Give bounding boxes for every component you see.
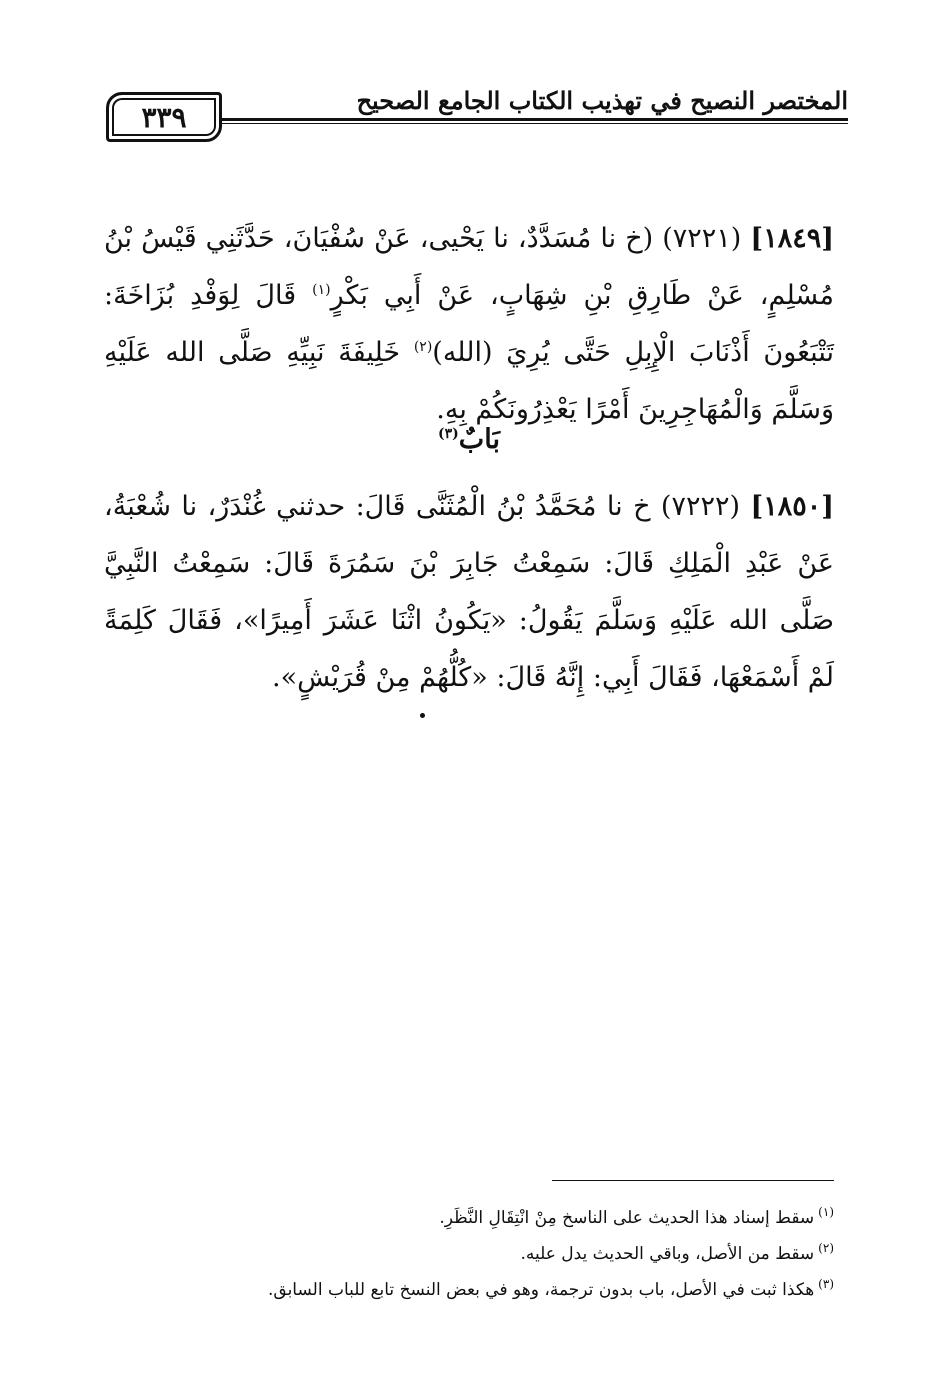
section-heading bbox=[0, 424, 938, 455]
footnote-number: (٢) bbox=[818, 1241, 834, 1256]
header-rule bbox=[212, 118, 848, 124]
page-mark-dot bbox=[420, 713, 425, 718]
footnote-number: (٣) bbox=[818, 1277, 834, 1292]
hadith-text-end: خَلِيفَةَ نَبِيِّهِ صَلَّى الله عَلَيْهِ وَسَلَّمَ وَالْمُهَاجِرِينَ أَمْرًا يَعْذِرُونَكُمْ بِهِ. bbox=[104, 337, 834, 425]
footnote-ref-2: (٢) bbox=[413, 339, 433, 355]
footnote-text: هكذا ثبت في الأصل، باب بدون ترجمة، وهو في بعض النسخ تابع للباب السابق. bbox=[267, 1280, 815, 1300]
footnote-separator bbox=[552, 1180, 834, 1181]
footnotes bbox=[104, 1200, 834, 1308]
footnote-2 bbox=[104, 1236, 834, 1272]
footnote-text: سقط إسناد هذا الحديث على الناسخ مِنْ انْتِقَالِ النَّظَرِ. bbox=[439, 1208, 815, 1228]
hadith-text-continued: قَالَ لِوَفْدِ بُزَاخَةَ: تَتْبَعُونَ أَذْنَابَ الْإِبِلِ حَتَّى يُرِيَ (الله) bbox=[104, 280, 834, 368]
footnote-text: سقط من الأصل، وباقي الحديث يدل عليه. bbox=[520, 1244, 815, 1264]
hadith-number: [١٨٥٠] bbox=[750, 491, 835, 522]
hadith-text: (٧٢٢٢) خ نا مُحَمَّدُ بْنُ الْمُثَنَّى قَالَ: حدثني غُنْدَرٌ، نا شُعْبَةُ، عَنْ عَبْدِ الْمَلِكِ قَالَ: سَمِعْتُ جَابِرَ بْنَ سَمُرَةَ قَالَ: سَمِعْتُ النَّبِيَّ صَلَّى الله عَلَيْهِ وَسَلَّمَ يَقُولُ: «يَكُونُ اثْنَا عَشَرَ أَمِيرًا»، فَقَالَ كَلِمَةً لَمْ أَسْمَعْهَا، فَقَالَ أَبِي: إِنَّهُ قَالَ: «كُلُّهُمْ مِنْ قُرَيْشٍ». bbox=[104, 491, 834, 693]
footnote-ref-1: (١) bbox=[312, 282, 331, 298]
footnote-ref-3: (٣) bbox=[438, 426, 459, 442]
footnote-number: (١) bbox=[818, 1205, 834, 1220]
hadith-1849 bbox=[104, 210, 834, 438]
footnote-1 bbox=[104, 1200, 834, 1236]
page-header bbox=[106, 82, 848, 152]
page-number: ٣٣٩ bbox=[141, 100, 187, 134]
hadith-text: (٧٢٢١) (خ نا مُسَدَّدٌ، نا يَحْيى، عَنْ سُفْيَانَ، حَدَّثَنِي قَيْسُ بْنُ مُسْلِمٍ، عَنْ طَارِقِ بْنِ شِهَابٍ، عَنْ أَبِي بَكْرٍ bbox=[104, 223, 834, 311]
running-title: المختصر النصيح في تهذيب الكتاب الجامع الصحيح bbox=[349, 86, 848, 115]
section-heading-text: بَابٌ bbox=[458, 424, 500, 455]
footnote-3 bbox=[104, 1272, 834, 1308]
hadith-number: [١٨٤٩] bbox=[750, 223, 834, 254]
hadith-1850 bbox=[104, 478, 834, 706]
page-number-box bbox=[106, 92, 222, 142]
